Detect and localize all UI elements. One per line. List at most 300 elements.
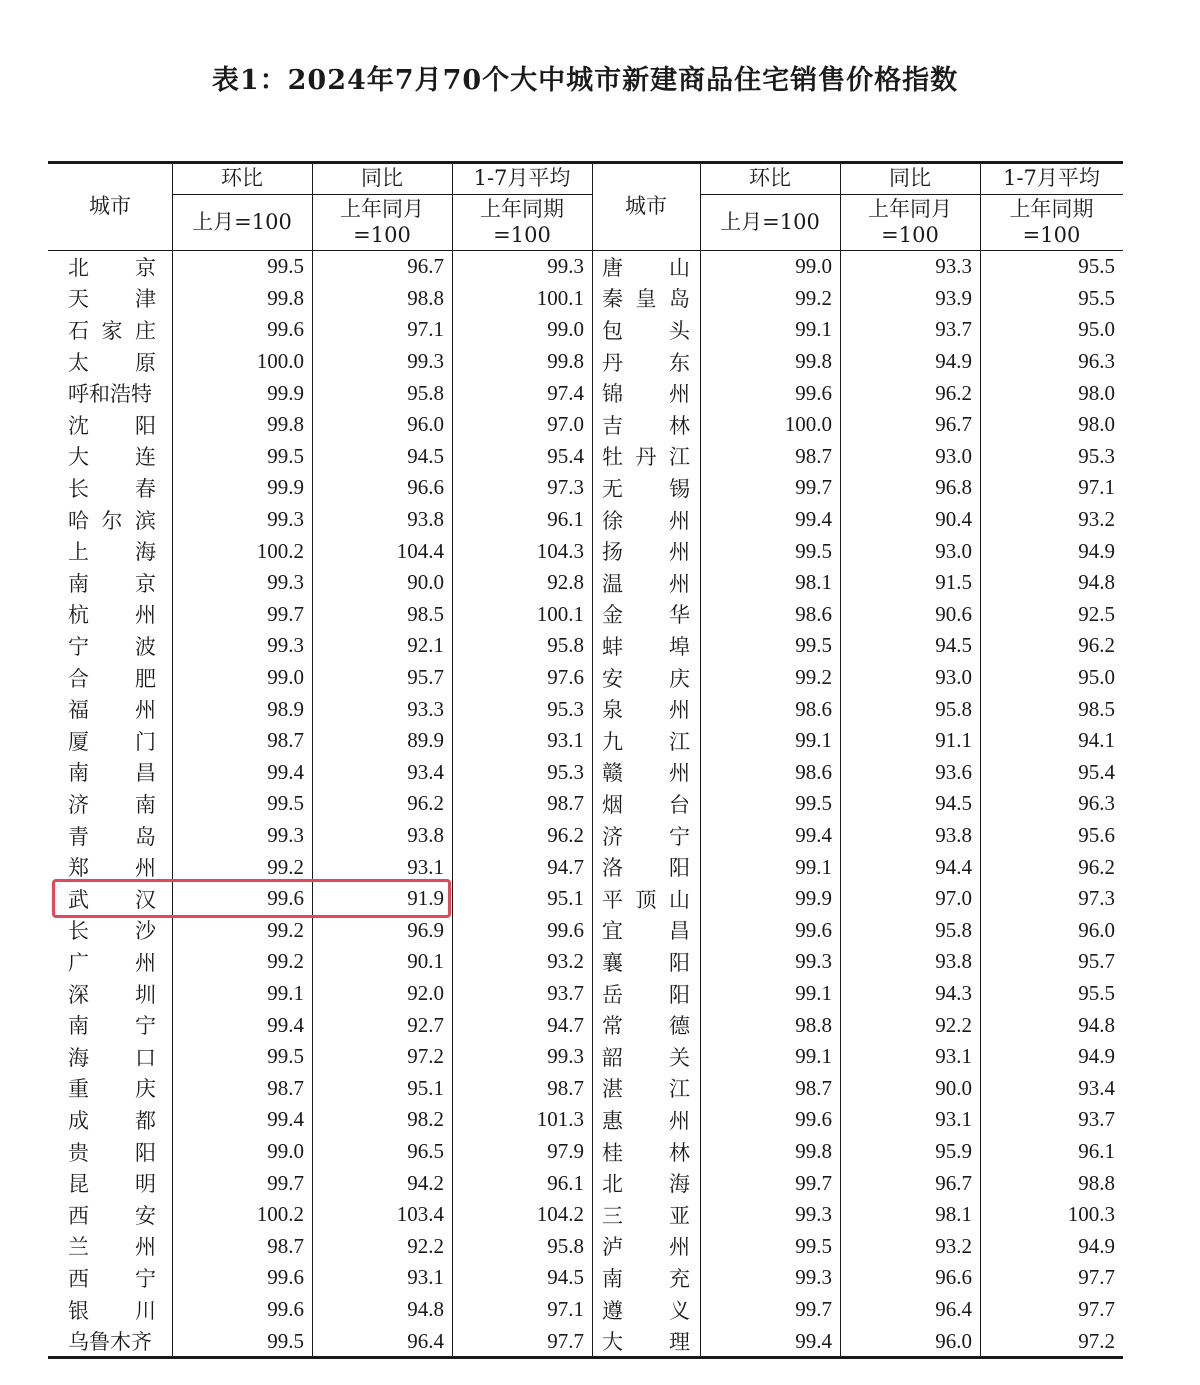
mom-value: 99.4 — [795, 507, 832, 532]
yoy-value: 92.1 — [407, 633, 444, 658]
header-avg-base-line1: 上年同期 — [480, 197, 564, 221]
avg-value: 93.7 — [1078, 1107, 1115, 1132]
mom-value: 99.7 — [267, 601, 304, 626]
yoy-value: 96.0 — [935, 1328, 972, 1353]
mom-value: 100.0 — [256, 349, 304, 374]
city-name-text: 石 家 庄 — [68, 318, 156, 343]
yoy-value: 98.1 — [935, 1202, 972, 1227]
mom-value: 99.8 — [795, 1139, 832, 1164]
header-city-left: 城市 — [89, 193, 131, 218]
yoy-value: 93.0 — [935, 443, 972, 468]
table-row — [48, 1073, 1123, 1105]
mom-value: 99.0 — [795, 254, 832, 279]
city-name-text: 重 庆 — [68, 1077, 156, 1102]
mom-value: 98.6 — [795, 601, 832, 626]
city-name — [592, 883, 700, 915]
yoy-value: 91.9 — [407, 886, 444, 911]
yoy-value: 94.5 — [935, 633, 972, 658]
city-name — [48, 1325, 172, 1357]
yoy-value: 96.5 — [407, 1139, 444, 1164]
yoy-value: 99.3 — [407, 349, 444, 374]
avg-value: 96.1 — [1078, 1139, 1115, 1164]
city-name — [592, 820, 700, 852]
yoy-value: 96.6 — [935, 1265, 972, 1290]
city-name — [48, 915, 172, 947]
mom-value: 99.7 — [795, 1170, 832, 1195]
yoy-value: 93.1 — [935, 1107, 972, 1132]
avg-value: 99.0 — [547, 317, 584, 342]
avg-value: 99.6 — [547, 917, 584, 942]
city-name — [592, 1199, 700, 1231]
yoy-value: 93.9 — [935, 285, 972, 310]
city-name-text: 郑 州 — [68, 856, 156, 881]
city-name — [48, 788, 172, 820]
city-name — [48, 1199, 172, 1231]
header-avg-base-line2: =100 — [1022, 223, 1081, 247]
avg-value: 95.4 — [1078, 759, 1115, 784]
table-row — [48, 504, 1123, 536]
yoy-value: 95.8 — [935, 696, 972, 721]
avg-value: 99.3 — [547, 254, 584, 279]
table-row — [48, 1136, 1123, 1168]
avg-value: 95.3 — [547, 759, 584, 784]
city-name-text: 扬 州 — [602, 540, 690, 565]
table-row — [48, 1009, 1123, 1041]
city-name-text: 大 连 — [68, 445, 156, 470]
mom-value: 99.7 — [795, 1297, 832, 1322]
yoy-value: 94.9 — [935, 349, 972, 374]
yoy-value: 90.4 — [935, 507, 972, 532]
table-row — [48, 788, 1123, 820]
city-name-text: 平 顶 山 — [602, 887, 690, 912]
yoy-value: 97.0 — [935, 886, 972, 911]
yoy-value: 95.1 — [407, 1075, 444, 1100]
city-name — [592, 1009, 700, 1041]
city-name-text: 银 川 — [68, 1298, 156, 1323]
city-name — [48, 820, 172, 852]
yoy-value: 93.1 — [935, 1044, 972, 1069]
table-row — [48, 662, 1123, 694]
avg-value: 97.1 — [1078, 475, 1115, 500]
city-name-text: 泸 州 — [602, 1235, 690, 1260]
yoy-value: 92.2 — [407, 1233, 444, 1258]
mom-value: 99.4 — [795, 823, 832, 848]
avg-value: 94.7 — [547, 854, 584, 879]
city-name — [592, 978, 700, 1010]
city-name — [48, 757, 172, 789]
avg-value: 97.4 — [547, 380, 584, 405]
city-name-text: 厦 门 — [68, 729, 156, 754]
header-avg-base-line1: 上年同期 — [1009, 197, 1094, 221]
mom-value: 99.5 — [267, 443, 304, 468]
mom-value: 99.8 — [795, 349, 832, 374]
table-row — [48, 946, 1123, 978]
yoy-value: 96.7 — [935, 1170, 972, 1195]
yoy-value: 89.9 — [407, 728, 444, 753]
yoy-value: 93.6 — [935, 759, 972, 784]
mom-value: 98.7 — [795, 1075, 832, 1100]
city-name — [592, 441, 700, 473]
city-name-text: 惠 州 — [602, 1108, 690, 1133]
city-name-text: 九 江 — [602, 729, 690, 754]
mom-value: 99.6 — [795, 1107, 832, 1132]
yoy-value: 95.8 — [407, 380, 444, 405]
mom-value: 99.7 — [795, 475, 832, 500]
yoy-value: 95.7 — [407, 665, 444, 690]
avg-value: 95.0 — [1078, 665, 1115, 690]
city-name — [592, 314, 700, 346]
city-name-text: 宜 昌 — [602, 919, 690, 944]
city-name-text: 牡 丹 江 — [602, 445, 690, 470]
yoy-value: 98.8 — [407, 285, 444, 310]
city-name — [48, 409, 172, 441]
yoy-value: 96.8 — [935, 475, 972, 500]
table-row — [48, 251, 1123, 283]
city-name-text: 包 头 — [602, 318, 690, 343]
table-row — [48, 1199, 1123, 1231]
avg-value: 96.2 — [1078, 854, 1115, 879]
mom-value: 99.1 — [795, 1044, 832, 1069]
city-name — [48, 1073, 172, 1105]
city-name — [592, 725, 700, 757]
city-name — [592, 946, 700, 978]
mom-value: 99.3 — [795, 949, 832, 974]
mom-value: 99.3 — [267, 633, 304, 658]
city-name — [48, 472, 172, 504]
header-city-right: 城市 — [625, 193, 667, 218]
avg-value: 94.9 — [1078, 538, 1115, 563]
yoy-value: 90.0 — [407, 570, 444, 595]
yoy-value: 96.6 — [407, 475, 444, 500]
city-name-text: 常 德 — [602, 1014, 690, 1039]
avg-value: 92.5 — [1078, 601, 1115, 626]
city-name — [48, 283, 172, 315]
avg-value: 94.8 — [1078, 1012, 1115, 1037]
yoy-value: 98.2 — [407, 1107, 444, 1132]
yoy-value: 103.4 — [396, 1202, 444, 1227]
mom-value: 99.6 — [267, 1297, 304, 1322]
mom-value: 99.1 — [795, 854, 832, 879]
table-row — [48, 346, 1123, 378]
city-name-text: 福 州 — [68, 698, 156, 723]
city-name-text: 贵 阳 — [68, 1140, 156, 1165]
avg-value: 98.7 — [547, 1075, 584, 1100]
yoy-value: 96.9 — [407, 917, 444, 942]
city-name-text: 合 肥 — [68, 666, 156, 691]
avg-value: 95.8 — [547, 1233, 584, 1258]
avg-value: 93.2 — [1078, 507, 1115, 532]
yoy-value: 95.9 — [935, 1139, 972, 1164]
mom-value: 99.2 — [267, 854, 304, 879]
city-name — [592, 1325, 700, 1357]
city-name — [592, 251, 700, 283]
mom-value: 99.3 — [267, 570, 304, 595]
mom-value: 99.4 — [795, 1328, 832, 1353]
mom-value: 99.5 — [267, 1328, 304, 1353]
yoy-value: 96.0 — [407, 412, 444, 437]
avg-value: 97.0 — [547, 412, 584, 437]
yoy-value: 93.3 — [935, 254, 972, 279]
mom-value: 99.8 — [267, 412, 304, 437]
city-name — [48, 504, 172, 536]
city-name-text: 兰 州 — [68, 1235, 156, 1260]
city-name — [592, 1167, 700, 1199]
city-name-text: 海 口 — [68, 1045, 156, 1070]
city-name-text: 昆 明 — [68, 1172, 156, 1197]
city-name-text: 乌 鲁 木 齐 — [68, 1330, 152, 1355]
avg-value: 97.7 — [547, 1328, 584, 1353]
mom-value: 100.2 — [256, 1202, 304, 1227]
mom-value: 99.6 — [267, 1265, 304, 1290]
table-row — [48, 441, 1123, 473]
yoy-value: 97.2 — [407, 1044, 444, 1069]
mom-value: 99.0 — [267, 1139, 304, 1164]
city-name — [592, 851, 700, 883]
yoy-value: 93.1 — [407, 1265, 444, 1290]
city-name-text: 哈 尔 滨 — [68, 508, 156, 533]
table-row — [48, 283, 1123, 315]
city-name-text: 西 安 — [68, 1203, 156, 1228]
avg-value: 96.0 — [1078, 917, 1115, 942]
yoy-value: 94.5 — [935, 791, 972, 816]
avg-value: 94.7 — [547, 1012, 584, 1037]
yoy-value: 96.7 — [407, 254, 444, 279]
city-name-text: 成 都 — [68, 1108, 156, 1133]
mom-value: 98.7 — [267, 1075, 304, 1100]
mom-value: 99.9 — [795, 886, 832, 911]
avg-value: 93.1 — [547, 728, 584, 753]
mom-value: 99.0 — [267, 665, 304, 690]
city-name-text: 济 宁 — [602, 824, 690, 849]
yoy-value: 93.2 — [935, 1233, 972, 1258]
avg-value: 92.8 — [547, 570, 584, 595]
city-name-text: 遵 义 — [602, 1298, 690, 1323]
mom-value: 99.1 — [267, 981, 304, 1006]
city-name-text: 泉 州 — [602, 698, 690, 723]
city-name-text: 烟 台 — [602, 792, 690, 817]
header-mom-base-left: 上月=100 — [192, 210, 292, 234]
header-yoy-base-line2: =100 — [353, 223, 411, 247]
city-name-text: 韶 关 — [602, 1045, 690, 1070]
yoy-value: 90.0 — [935, 1075, 972, 1100]
city-name — [48, 1104, 172, 1136]
table-row — [48, 1231, 1123, 1263]
yoy-value: 93.4 — [407, 759, 444, 784]
avg-value: 95.3 — [547, 696, 584, 721]
city-name-text: 徐 州 — [602, 508, 690, 533]
city-name-text: 北 京 — [68, 255, 156, 280]
yoy-value: 93.8 — [935, 823, 972, 848]
header-mom-right: 环比 — [749, 165, 791, 190]
mom-value: 99.6 — [267, 886, 304, 911]
city-name-text: 无 锡 — [602, 476, 690, 501]
yoy-value: 93.0 — [935, 538, 972, 563]
yoy-value: 94.8 — [407, 1297, 444, 1322]
mom-value: 98.8 — [795, 1012, 832, 1037]
avg-value: 95.1 — [547, 886, 584, 911]
table-row — [48, 535, 1123, 567]
city-name-text: 桂 林 — [602, 1140, 690, 1165]
avg-value: 98.5 — [1078, 696, 1115, 721]
avg-value: 95.4 — [547, 443, 584, 468]
yoy-value: 104.4 — [396, 538, 444, 563]
avg-value: 93.7 — [547, 981, 584, 1006]
header-yoy-right: 同比 — [889, 165, 931, 190]
city-name — [48, 1136, 172, 1168]
city-name-text: 锦 州 — [602, 382, 690, 407]
avg-value: 104.2 — [536, 1202, 584, 1227]
mom-value: 98.6 — [795, 759, 832, 784]
mom-value: 99.1 — [795, 728, 832, 753]
yoy-value: 93.7 — [935, 317, 972, 342]
mom-value: 98.7 — [267, 1233, 304, 1258]
city-name-text: 三 亚 — [602, 1203, 690, 1228]
yoy-value: 94.4 — [935, 854, 972, 879]
mom-value: 99.6 — [795, 917, 832, 942]
header-yoy-left: 同比 — [361, 165, 403, 190]
yoy-value: 97.1 — [407, 317, 444, 342]
yoy-value: 93.8 — [407, 823, 444, 848]
mom-value: 99.5 — [267, 1044, 304, 1069]
avg-value: 100.1 — [536, 601, 584, 626]
mom-value: 99.6 — [267, 317, 304, 342]
price-index-table — [48, 161, 1123, 1359]
mom-value: 99.4 — [267, 1107, 304, 1132]
mom-value: 99.1 — [795, 317, 832, 342]
avg-value: 104.3 — [536, 538, 584, 563]
avg-value: 95.0 — [1078, 317, 1115, 342]
mom-value: 99.2 — [267, 917, 304, 942]
yoy-value: 96.4 — [935, 1297, 972, 1322]
mom-value: 99.6 — [795, 380, 832, 405]
yoy-value: 94.2 — [407, 1170, 444, 1195]
header-mom-left: 环比 — [221, 165, 263, 190]
header-mom-base-right: 上月=100 — [720, 210, 820, 234]
mom-value: 99.9 — [267, 380, 304, 405]
city-name — [48, 441, 172, 473]
yoy-value: 91.1 — [935, 728, 972, 753]
city-name — [592, 504, 700, 536]
yoy-value: 92.0 — [407, 981, 444, 1006]
mom-value: 100.2 — [256, 538, 304, 563]
mom-value: 98.7 — [795, 443, 832, 468]
avg-value: 99.3 — [547, 1044, 584, 1069]
table-row — [48, 630, 1123, 662]
city-name-text: 南 京 — [68, 571, 156, 596]
avg-value: 95.8 — [547, 633, 584, 658]
table-row — [48, 1262, 1123, 1294]
city-name — [592, 788, 700, 820]
city-name — [48, 1262, 172, 1294]
mom-value: 99.4 — [267, 1012, 304, 1037]
avg-value: 96.3 — [1078, 349, 1115, 374]
mom-value: 99.5 — [795, 1233, 832, 1258]
city-name — [48, 946, 172, 978]
yoy-value: 93.8 — [935, 949, 972, 974]
yoy-value: 96.7 — [935, 412, 972, 437]
header-yoy-base-line2: =100 — [881, 223, 939, 247]
yoy-value: 96.2 — [407, 791, 444, 816]
yoy-value: 91.5 — [935, 570, 972, 595]
city-name — [48, 346, 172, 378]
city-name — [48, 1041, 172, 1073]
avg-value: 95.7 — [1078, 949, 1115, 974]
city-name-text: 湛 江 — [602, 1077, 690, 1102]
table-row — [48, 1041, 1123, 1073]
avg-value: 96.1 — [547, 1170, 584, 1195]
city-name — [48, 314, 172, 346]
avg-value: 97.3 — [547, 475, 584, 500]
city-name — [48, 1167, 172, 1199]
city-name — [48, 251, 172, 283]
avg-value: 93.2 — [547, 949, 584, 974]
city-name-text: 赣 州 — [602, 761, 690, 786]
avg-value: 99.8 — [547, 349, 584, 374]
city-name-text: 南 充 — [602, 1266, 690, 1291]
city-name-text: 蚌 埠 — [602, 634, 690, 659]
table-row — [48, 409, 1123, 441]
city-name-text: 丹 东 — [602, 350, 690, 375]
city-name — [48, 693, 172, 725]
city-name-text: 岳 阳 — [602, 982, 690, 1007]
avg-value: 94.9 — [1078, 1044, 1115, 1069]
city-name-text: 宁 波 — [68, 634, 156, 659]
table-row — [48, 978, 1123, 1010]
avg-value: 97.6 — [547, 665, 584, 690]
avg-value: 97.9 — [547, 1139, 584, 1164]
avg-value: 95.5 — [1078, 285, 1115, 310]
city-name-text: 洛 阳 — [602, 856, 690, 881]
city-name-text: 襄 阳 — [602, 950, 690, 975]
table-row — [48, 693, 1123, 725]
avg-value: 95.3 — [1078, 443, 1115, 468]
city-name — [592, 409, 700, 441]
yoy-value: 93.1 — [407, 854, 444, 879]
mom-value: 99.1 — [795, 981, 832, 1006]
yoy-value: 93.3 — [407, 696, 444, 721]
city-name-text: 西 宁 — [68, 1266, 156, 1291]
city-name — [592, 1104, 700, 1136]
avg-value: 96.2 — [547, 823, 584, 848]
city-name-text: 北 海 — [602, 1172, 690, 1197]
table-row — [48, 1294, 1123, 1326]
table-row — [48, 314, 1123, 346]
yoy-value: 92.7 — [407, 1012, 444, 1037]
mom-value: 99.5 — [267, 791, 304, 816]
table-row — [48, 1167, 1123, 1199]
yoy-value: 95.8 — [935, 917, 972, 942]
city-name — [48, 599, 172, 631]
city-name — [48, 1294, 172, 1326]
city-name-text: 沈 阳 — [68, 413, 156, 438]
yoy-value: 98.5 — [407, 601, 444, 626]
city-name-text: 大 理 — [602, 1330, 690, 1355]
mom-value: 99.2 — [795, 285, 832, 310]
avg-value: 97.7 — [1078, 1265, 1115, 1290]
city-name-text: 天 津 — [68, 287, 156, 312]
city-name — [592, 535, 700, 567]
avg-value: 96.2 — [1078, 633, 1115, 658]
avg-value: 97.2 — [1078, 1328, 1115, 1353]
city-name — [592, 693, 700, 725]
city-name — [48, 535, 172, 567]
city-name-text: 吉 林 — [602, 413, 690, 438]
mom-value: 99.5 — [267, 254, 304, 279]
header-avg-right: 1-7月平均 — [1003, 165, 1100, 190]
city-name-text: 唐 山 — [602, 255, 690, 280]
header-yoy-base-line1: 上年同月 — [340, 197, 424, 221]
mom-value: 98.1 — [795, 570, 832, 595]
